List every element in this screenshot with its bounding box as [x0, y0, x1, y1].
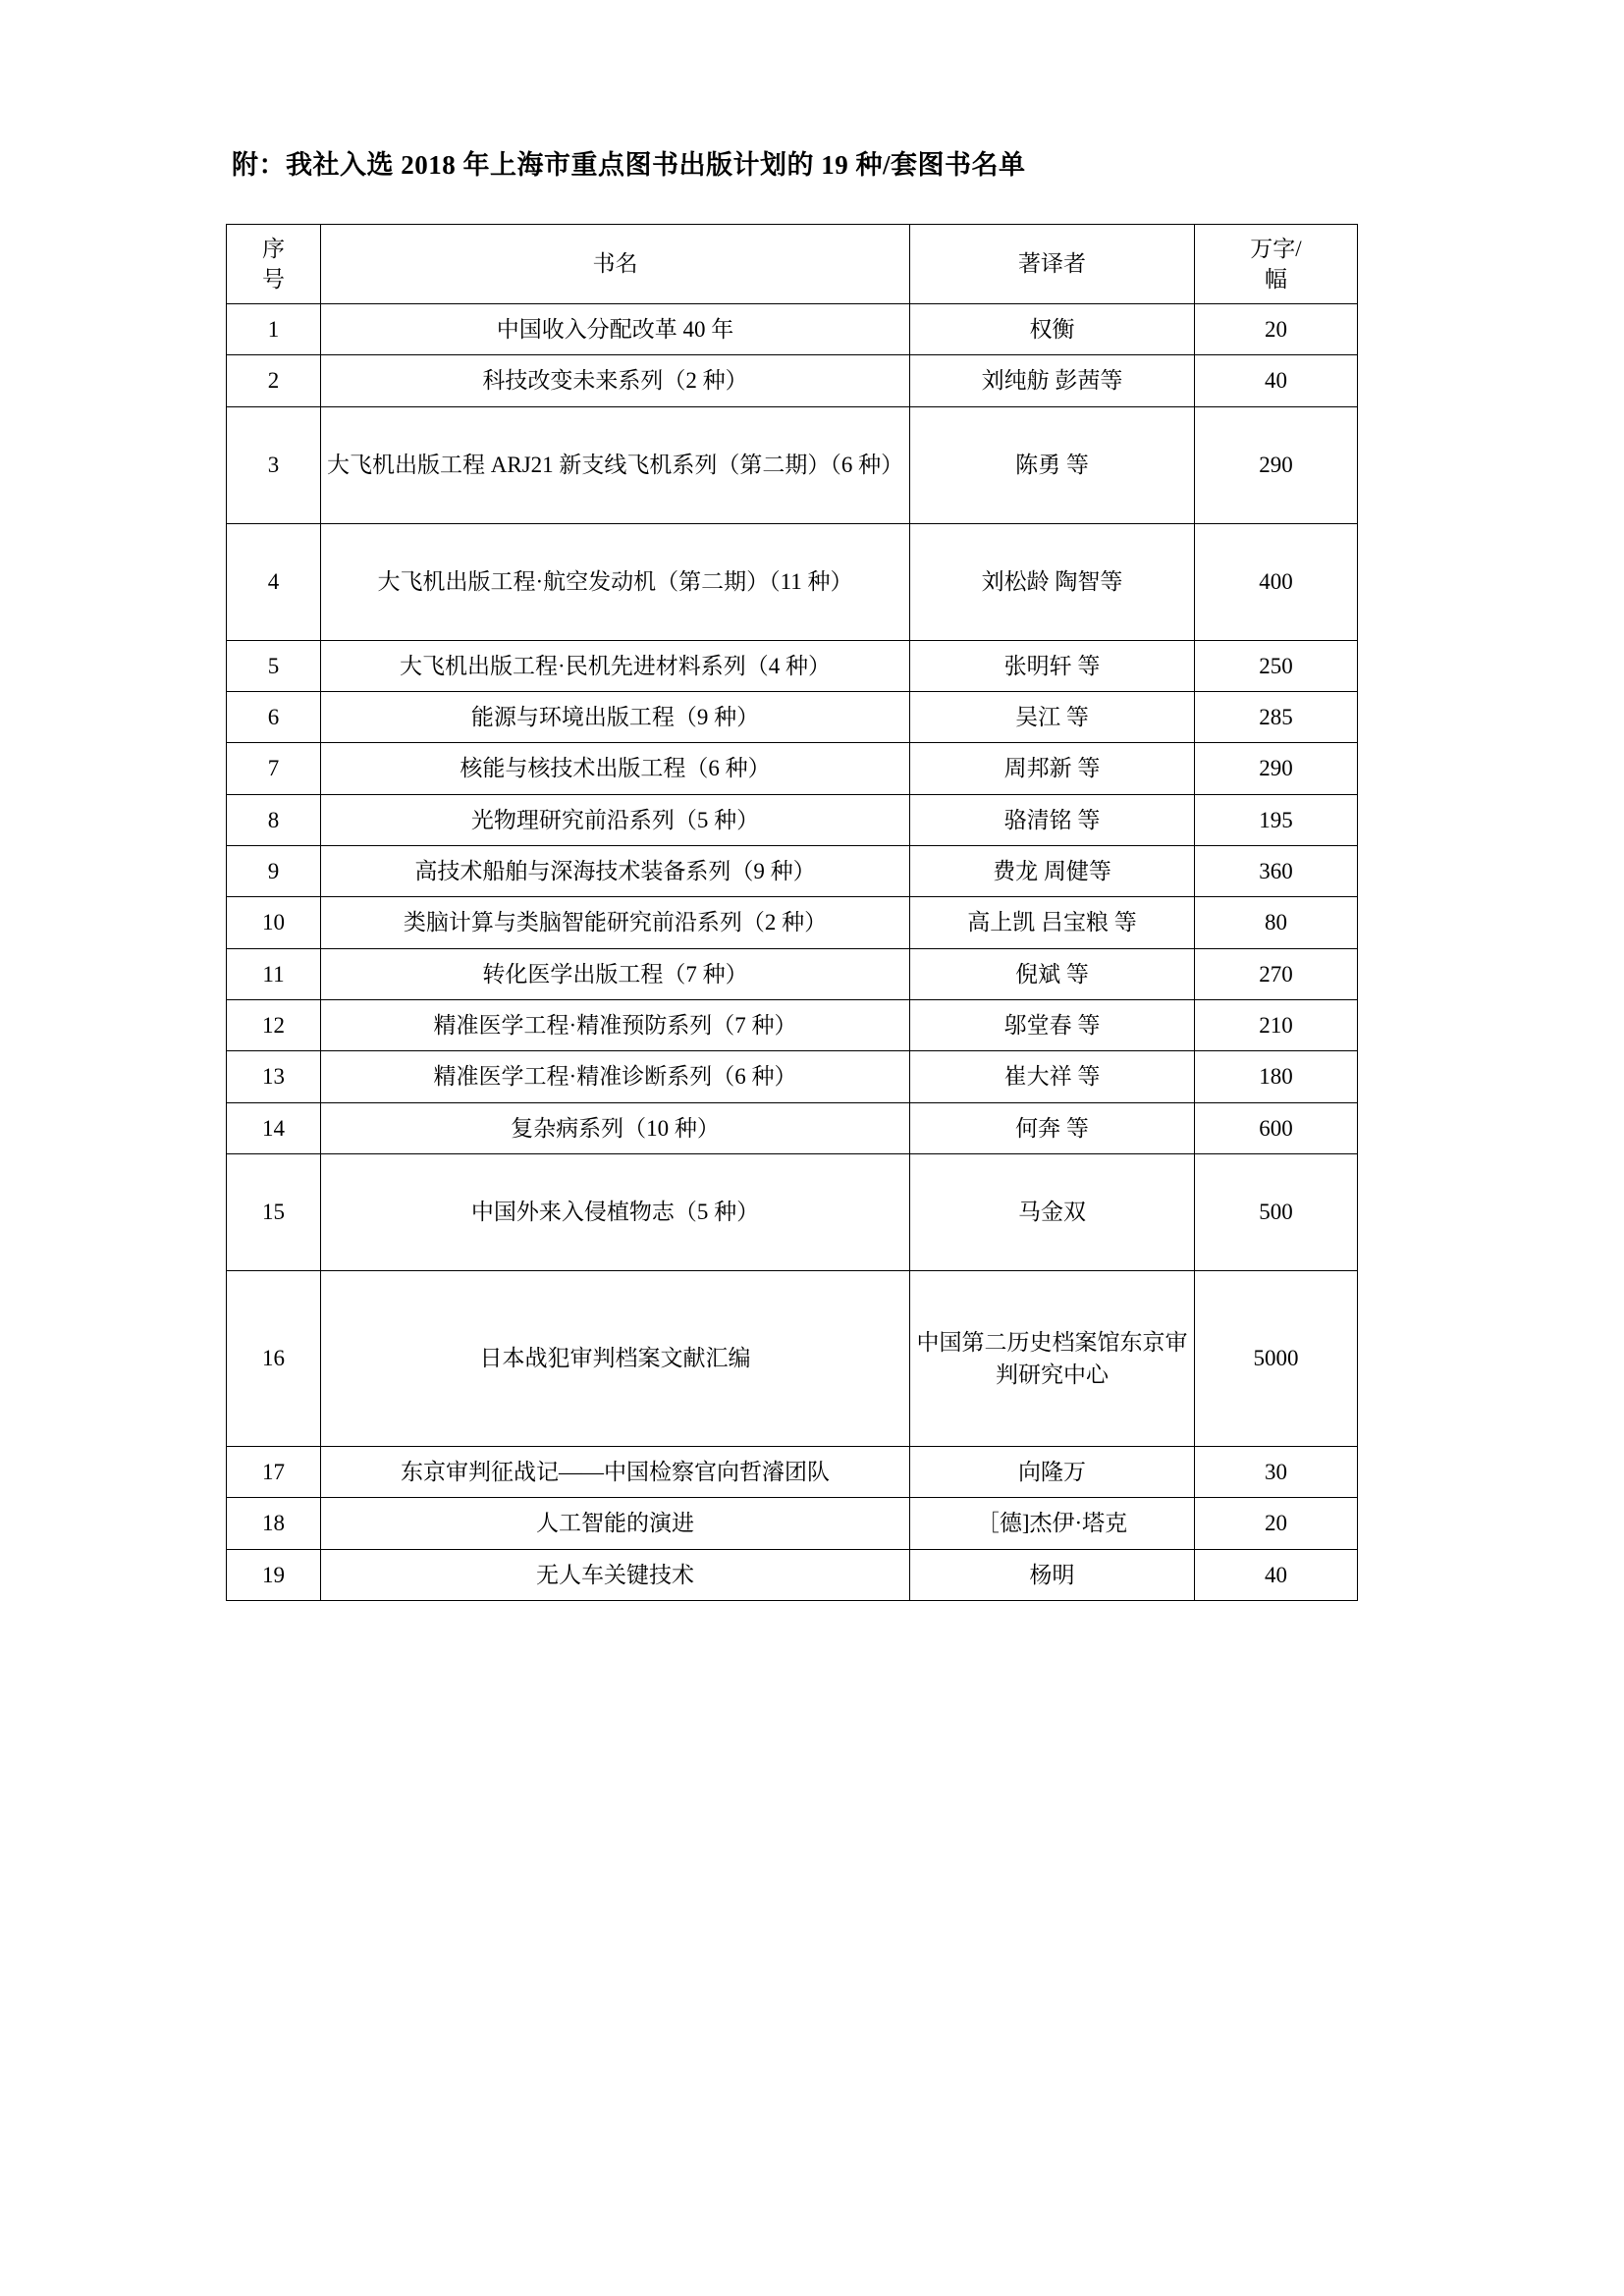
cell-no: 3 [227, 406, 321, 523]
column-header-count-line1: 万字/ [1250, 236, 1302, 261]
cell-book-name: 大飞机出版工程·航空发动机（第二期）（11 种） [321, 523, 910, 640]
table-row [227, 1102, 1358, 1153]
cell-count: 80 [1195, 897, 1358, 948]
cell-count: 40 [1195, 355, 1358, 406]
table-header-row [227, 224, 1358, 303]
table-row [227, 1154, 1358, 1271]
column-header-no-line2: 号 [262, 266, 285, 292]
cell-author: 吴江 等 [910, 691, 1195, 742]
cell-no: 17 [227, 1447, 321, 1498]
cell-count: 40 [1195, 1549, 1358, 1600]
cell-no: 1 [227, 303, 321, 354]
cell-no: 5 [227, 640, 321, 691]
cell-book-name: 复杂病系列（10 种） [321, 1102, 910, 1153]
cell-no: 10 [227, 897, 321, 948]
table-row [227, 1498, 1358, 1549]
cell-no: 6 [227, 691, 321, 742]
table-row [227, 523, 1358, 640]
page-title: 附：我社入选 2018 年上海市重点图书出版计划的 19 种/套图书名单 [232, 150, 1026, 180]
cell-book-name: 能源与环境出版工程（9 种） [321, 691, 910, 742]
cell-count: 250 [1195, 640, 1358, 691]
cell-author: 费龙 周健等 [910, 845, 1195, 896]
cell-book-name: 高技术船舶与深海技术装备系列（9 种） [321, 845, 910, 896]
cell-no: 9 [227, 845, 321, 896]
cell-author: 刘纯舫 彭茜等 [910, 355, 1195, 406]
cell-no: 8 [227, 794, 321, 845]
cell-no: 11 [227, 948, 321, 999]
cell-count: 180 [1195, 1051, 1358, 1102]
cell-author: 向隆万 [910, 1447, 1195, 1498]
cell-author: 陈勇 等 [910, 406, 1195, 523]
cell-no: 7 [227, 743, 321, 794]
table-row [227, 406, 1358, 523]
table-row [227, 1271, 1358, 1447]
table-row [227, 845, 1358, 896]
table-row [227, 1447, 1358, 1498]
cell-no: 14 [227, 1102, 321, 1153]
cell-count: 195 [1195, 794, 1358, 845]
cell-no: 13 [227, 1051, 321, 1102]
cell-count: 20 [1195, 1498, 1358, 1549]
cell-author: 何奔 等 [910, 1102, 1195, 1153]
cell-book-name: 科技改变未来系列（2 种） [321, 355, 910, 406]
cell-book-name: 东京审判征战记——中国检察官向哲濬团队 [321, 1447, 910, 1498]
cell-author: 权衡 [910, 303, 1195, 354]
cell-book-name: 大飞机出版工程 ARJ21 新支线飞机系列（第二期）（6 种） [321, 406, 910, 523]
cell-book-name: 无人车关键技术 [321, 1549, 910, 1600]
cell-author: 马金双 [910, 1154, 1195, 1271]
column-header-name: 书名 [321, 224, 910, 303]
cell-no: 2 [227, 355, 321, 406]
cell-book-name: 核能与核技术出版工程（6 种） [321, 743, 910, 794]
cell-no: 16 [227, 1271, 321, 1447]
cell-count: 270 [1195, 948, 1358, 999]
cell-count: 20 [1195, 303, 1358, 354]
column-header-no [227, 224, 321, 303]
cell-book-name: 日本战犯审判档案文献汇编 [321, 1271, 910, 1447]
cell-count: 30 [1195, 1447, 1358, 1498]
table-header [227, 224, 1358, 303]
column-header-count [1195, 224, 1358, 303]
cell-count: 500 [1195, 1154, 1358, 1271]
cell-author: 高上凯 吕宝粮 等 [910, 897, 1195, 948]
cell-book-name: 精准医学工程·精准预防系列（7 种） [321, 999, 910, 1050]
column-header-no-line1: 序 [262, 236, 285, 261]
cell-no: 18 [227, 1498, 321, 1549]
table-row [227, 691, 1358, 742]
cell-count: 600 [1195, 1102, 1358, 1153]
cell-author: 杨明 [910, 1549, 1195, 1600]
cell-book-name: 中国外来入侵植物志（5 种） [321, 1154, 910, 1271]
table-row [227, 897, 1358, 948]
cell-count: 290 [1195, 406, 1358, 523]
table-row [227, 794, 1358, 845]
table-row [227, 1051, 1358, 1102]
cell-book-name: 中国收入分配改革 40 年 [321, 303, 910, 354]
cell-book-name: 人工智能的演进 [321, 1498, 910, 1549]
cell-author: 中国第二历史档案馆东京审判研究中心 [910, 1271, 1195, 1447]
column-header-author: 著译者 [910, 224, 1195, 303]
table-row [227, 303, 1358, 354]
cell-count: 5000 [1195, 1271, 1358, 1447]
table-row [227, 999, 1358, 1050]
cell-author: ［德]杰伊·塔克 [910, 1498, 1195, 1549]
cell-author: 刘松龄 陶智等 [910, 523, 1195, 640]
cell-author: 邬堂春 等 [910, 999, 1195, 1050]
cell-count: 210 [1195, 999, 1358, 1050]
table-row [227, 1549, 1358, 1600]
table-row [227, 743, 1358, 794]
cell-book-name: 精准医学工程·精准诊断系列（6 种） [321, 1051, 910, 1102]
cell-no: 4 [227, 523, 321, 640]
cell-no: 12 [227, 999, 321, 1050]
cell-book-name: 转化医学出版工程（7 种） [321, 948, 910, 999]
cell-count: 285 [1195, 691, 1358, 742]
table-body [227, 303, 1358, 1600]
table-row [227, 355, 1358, 406]
book-list-table [226, 224, 1358, 1601]
cell-book-name: 光物理研究前沿系列（5 种） [321, 794, 910, 845]
cell-no: 15 [227, 1154, 321, 1271]
cell-author: 张明轩 等 [910, 640, 1195, 691]
cell-count: 360 [1195, 845, 1358, 896]
cell-author: 周邦新 等 [910, 743, 1195, 794]
cell-author: 骆清铭 等 [910, 794, 1195, 845]
cell-book-name: 类脑计算与类脑智能研究前沿系列（2 种） [321, 897, 910, 948]
cell-no: 19 [227, 1549, 321, 1600]
cell-count: 290 [1195, 743, 1358, 794]
cell-book-name: 大飞机出版工程·民机先进材料系列（4 种） [321, 640, 910, 691]
table-row [227, 640, 1358, 691]
table-row [227, 948, 1358, 999]
column-header-count-line2: 幅 [1265, 266, 1287, 292]
cell-count: 400 [1195, 523, 1358, 640]
cell-author: 崔大祥 等 [910, 1051, 1195, 1102]
cell-author: 倪斌 等 [910, 948, 1195, 999]
